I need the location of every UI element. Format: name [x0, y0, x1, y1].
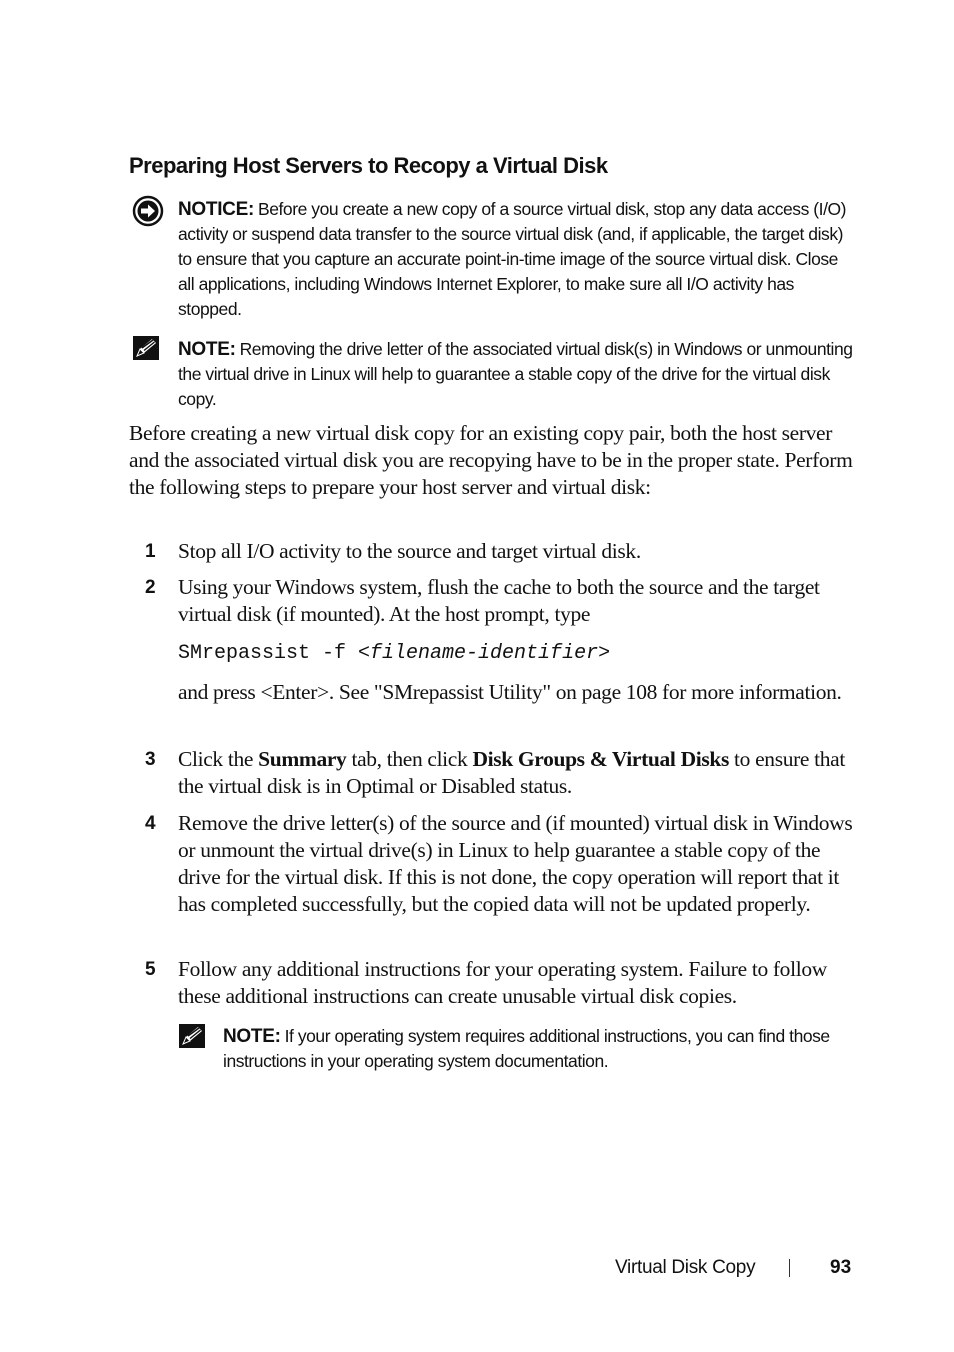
step-number: 3: [145, 749, 156, 770]
note-text-block: [178, 337, 858, 412]
note-label: NOTE:: [178, 339, 236, 360]
notice-text-block: [178, 197, 858, 322]
command-prefix: SMrepassist -f <: [178, 642, 371, 665]
command-suffix: >: [598, 642, 611, 665]
note-callout-2: [178, 1023, 858, 1083]
notice-label: NOTICE:: [178, 199, 255, 220]
step-text: Stop all I/O activity to the source and target virtual disk.: [178, 539, 641, 563]
note-text-block: [223, 1024, 863, 1074]
note-body: If your operating system requires additional instructions, you can find those instructions in your operating system documentation.: [223, 1026, 830, 1071]
step-number: 4: [145, 813, 156, 834]
step-number: 1: [145, 541, 156, 562]
step-text: Remove the drive letter(s) of the source and (if mounted) virtual disk in Windows or unmount the virtual drive(s) in Linux to help guarantee a stable copy of the drive for the virtual disk. If this is not done, the copy operation will report that it has completed successfully, but the copied data will not be updated properly.: [178, 811, 853, 916]
note-pencil-icon: [132, 335, 162, 363]
notice-arrow-icon: [132, 195, 164, 227]
note-body: Removing the drive letter of the associated virtual disk(s) in Windows or unmounting the virtual drive in Linux will help to guarantee a stable copy of the drive for the virtual disk copy.: [178, 339, 853, 409]
disk-groups-ref: Disk Groups & Virtual Disks: [472, 747, 730, 771]
step-text: Using your Windows system, flush the cache to both the source and the target virtual disk (if mounted). At the host prompt, type: [178, 575, 820, 626]
step-number: 2: [145, 577, 156, 598]
intro-paragraph: Before creating a new virtual disk copy for an existing copy pair, both the host server and the associated virtual disk you are recopying have to be in the proper state. Perform the following steps to prepare your host server and virtual disk:: [129, 421, 853, 499]
footer-separator: [789, 1259, 790, 1277]
note-pencil-icon: [178, 1023, 208, 1051]
command-line: [178, 640, 858, 667]
step-number: 5: [145, 959, 156, 980]
footer-page-number: 93: [830, 1257, 852, 1278]
section-heading: Preparing Host Servers to Recopy a Virtual Disk: [129, 153, 608, 178]
summary-tab-ref: Summary: [258, 747, 347, 771]
command-argument: filename-identifier: [370, 642, 599, 665]
note-label: NOTE:: [223, 1026, 281, 1047]
footer-chapter-title: Virtual Disk Copy: [615, 1257, 756, 1278]
notice-body: Before you create a new copy of a source virtual disk, stop any data access (I/O) activity or suspend data transfer to the source virtual disk (and, if applicable, the target disk) to ensure that you capture an accurate point-in-time image of the source virtual disk. Close all applications, including Windows Internet Explorer, to make sure all I/O activity has stopped.: [178, 199, 847, 319]
after-command-text: and press <Enter>. See "SMrepassist Utility" on page 108 for more information.: [178, 680, 842, 704]
step-text: Follow any additional instructions for your operating system. Failure to follow these additional instructions can create unusable virtual disk copies.: [178, 957, 827, 1008]
note-callout: [132, 335, 857, 415]
step-text: Click the Summary tab, then click Disk Groups & Virtual Disks to ensure that the virtual disk is in Optimal or Disabled status.: [178, 747, 845, 798]
notice-callout: [132, 195, 857, 325]
